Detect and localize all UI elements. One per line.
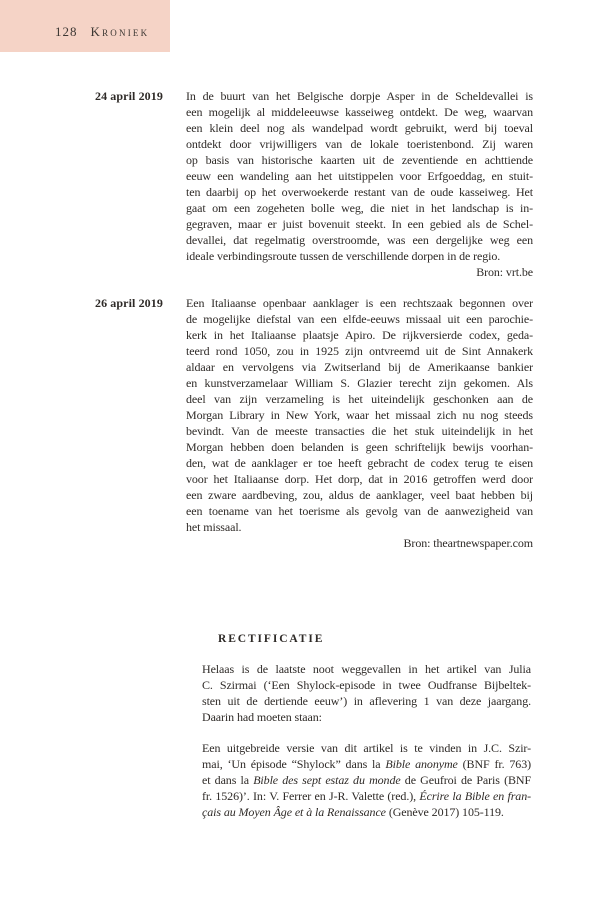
text-line [202, 756, 531, 772]
text-line: Morgan hebben doen belanden is geen schriftelijk bewijs voorhan- [186, 440, 533, 454]
text-line: op basis van historische kaarten uit de zeventiende en achttiende [186, 153, 533, 167]
text-line: het missaal. [186, 520, 242, 534]
text-line [202, 740, 531, 756]
text-line: Morgan Library in New York, waar het missaal zich nu nog steeds [186, 408, 533, 422]
text-line: teerd rond 1050, zou in 1925 zijn ontvreemd uit de Sint Annakerk [186, 344, 533, 358]
rectification-heading: RECTIFICATIE [218, 633, 325, 645]
text-line: Daarin had moeten staan: [202, 710, 322, 724]
text-line: deel van zijn verzameling is het uiteindelijk geschonken aan de [186, 392, 533, 406]
italic-text-segment: Bible des sept estaz du monde [253, 773, 401, 787]
text-segment: mai, ‘Un épisode “Shylock” dans la [202, 757, 386, 771]
text-line: C. Szirmai (‘Een Shylock-episode in twee Oudfranse Bijbeltek- [202, 678, 531, 692]
text-segment: et dans la [202, 773, 254, 787]
text-line: ten daarbij op het overwoekerde restant van de oude kasseiweg. Het [186, 185, 533, 199]
text-line: ideale verbindingsroute tussen de verschillende dorpen in de regio. [186, 249, 501, 263]
entry-source: Bron: theartnewspaper.com [403, 536, 533, 550]
text-segment: (Genève 2017) 105-119. [385, 805, 504, 819]
text-line: voor het Italiaanse dorp. Het dorp, dat in 2016 getroffen werd door [186, 472, 533, 486]
text-line: aldaar en vervolgens via Zwitserland bij de Amerikaanse bankier [186, 360, 533, 374]
text-line: bevindt. Van de meeste transacties die het stuk uiteindelijk in het [186, 424, 533, 438]
entry-text [186, 295, 533, 535]
text-line: gegraven, maar er juist bovenuit steekt. In een gebied als de Schel- [186, 217, 533, 231]
text-segment: de Geufroi de Paris (BNF [400, 773, 531, 787]
text-line: de mogelijke diefstal van een elfde-eeuws missaal uit een parochie- [186, 312, 533, 326]
entry-date: 26 april 2019 [95, 296, 163, 310]
italic-text-segment: Bible anonyme [385, 757, 458, 771]
entry-body [186, 88, 533, 280]
text-line: een toename van het toerisme als gevolg van de aanwezigheid van [186, 504, 533, 518]
text-line: Een Italiaanse openbaar aanklager is een rechtszaak begonnen over [186, 296, 533, 310]
entry-text [186, 88, 533, 264]
text-line: en kunstverzamelaar William S. Glazier terecht zijn gekomen. Als [186, 376, 533, 390]
chronicle-entry [95, 88, 533, 280]
section-title: Kroniek [90, 24, 150, 39]
running-header [55, 25, 149, 39]
page-number: 128 [55, 24, 78, 39]
text-line: een mogelijk al middeleeuwse kasseiweg ontdekt. De weg, waarvan [186, 105, 533, 119]
text-line: Helaas is de laatste noot weggevallen in het artikel van Julia [202, 662, 531, 676]
text-line: eeuw een wandeling aan het uitstippelen voor Erfgoeddag, en stuit- [186, 169, 533, 183]
text-segment: fr. 1526)’. In: V. Ferrer en J-R. Valette (red.), [202, 789, 420, 803]
text-line: In de buurt van het Belgische dorpje Asper in de Scheldevallei is [186, 89, 533, 103]
chronicle-entry [95, 295, 533, 551]
text-line: sten uit de dertiende eeuw’) in aflevering 1 van deze jaargang. [202, 694, 531, 708]
text-line: den, wat de aanklager er toe heeft gebracht de codex terug te eisen [186, 456, 533, 470]
entry-date: 24 april 2019 [95, 89, 163, 103]
rectification-paragraph [202, 661, 531, 725]
text-segment: (BNF fr. 763) [457, 757, 531, 771]
italic-text-segment: çais au Moyen Âge et à la Renaissance [202, 805, 386, 819]
text-line [202, 788, 531, 804]
text-line [202, 772, 531, 788]
text-line: gaat om een zogeheten bolle weg, die niet in het landschap is in- [186, 201, 533, 215]
entry-source: Bron: vrt.be [476, 265, 533, 279]
text-line: devallei, dat regelmatig overstroomde, was een dergelijke weg een [186, 233, 533, 247]
page-header-band [0, 0, 170, 52]
text-line: een zware aardbeving, zou, aldus de aanklager, veel baat hebben bij [186, 488, 533, 502]
text-line: een klein deel nog als wandelpad wordt gebruikt, werd bij toeval [186, 121, 533, 135]
italic-text-segment: Écrire la Bible en fran- [419, 789, 531, 803]
text-line: kerk in het Italiaanse plaatsje Apiro. De rijkversierde codex, geda- [186, 328, 533, 342]
rectification-paragraph [202, 740, 531, 820]
text-line [202, 804, 531, 820]
text-line: ontdekt door vrijwilligers van de lokale toeristenbond. Zij waren [186, 137, 533, 151]
entry-body [186, 295, 533, 551]
text-segment: Een uitgebreide versie van dit artikel is te vinden in J.C. Szir- [202, 741, 531, 755]
